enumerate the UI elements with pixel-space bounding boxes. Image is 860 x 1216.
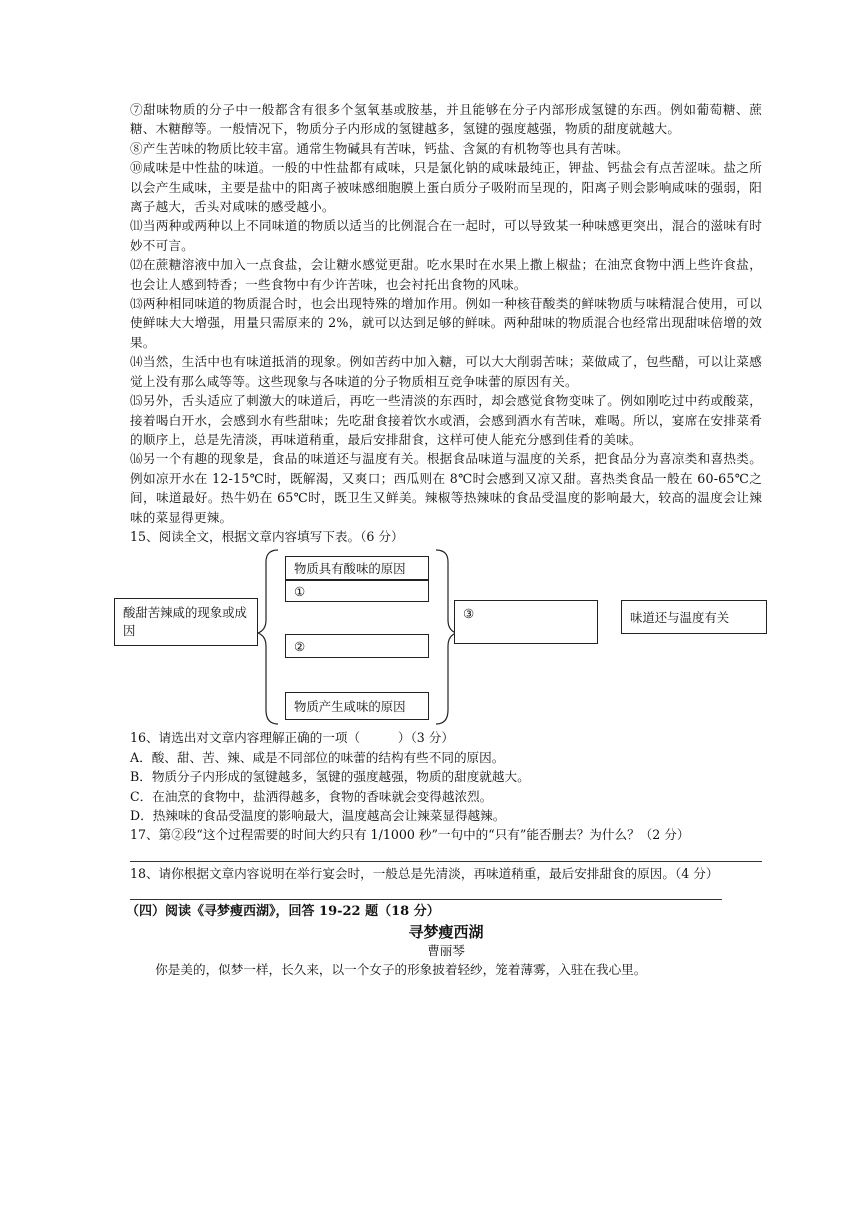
- diagram-blank-1-label: ①: [294, 584, 306, 600]
- question-15: 15、阅读全文，根据文章内容填写下表。（6 分）: [130, 528, 404, 544]
- answer-line-18[interactable]: [130, 899, 722, 900]
- diagram-top-box: [285, 556, 429, 580]
- diagram-left-label: 酸甜苦辣咸的现象或成因: [123, 605, 247, 639]
- right-brace: [434, 548, 456, 728]
- fill-in-diagram: [123, 548, 762, 728]
- question-17: 17、第②段“这个过程需要的时间大约只有 1/1000 秒”一句中的“只有”能否删去？为什么？（2 分）: [130, 827, 690, 843]
- paragraph-13: ⒀两种相同味道的物质混合时，也会出现特殊的增加作用。例如一种核苷酸类的鲜味物质与味精混合使用，可以使鲜味大大增强，用量只需原来的 2%，就可以达到足够的鲜味。两种甜味的物质混合也经常出现甜味倍增的效果。: [130, 296, 762, 350]
- passage: [130, 100, 762, 527]
- diagram-right-box: [621, 600, 767, 634]
- answer-line-17[interactable]: [130, 861, 762, 862]
- diagram-top-label: 物质具有酸味的原因: [294, 561, 406, 577]
- paragraph-16: ⒃另一个有趣的现象是，食品的味道还与温度有关。根据食品味道与温度的关系，把食品分为喜凉类和喜热类。例如凉开水在 12-15℃时，既解渴，又爽口；西瓜则在 8℃时会感到又凉又甜。喜热类食品一般在 60-65℃之间，味道最好。热牛奶在 65℃时，既卫生又鲜美。辣椒等热辣味的食品受温度的影响最大，较高的温度会让辣味的菜显得更辣。: [130, 451, 762, 525]
- article-title: 寻梦瘦西湖: [408, 923, 484, 942]
- paragraph-12: ⑿在蔗糖溶液中加入一点食盐，会让糖水感觉更甜。吃水果时在水果上撒上椒盐；在油烹食物中洒上些许食盐，也会让人感到特香；一些食物中有少许苦味，也会衬托出食物的风味。: [130, 257, 762, 292]
- diagram-blank-3-label: ③: [463, 606, 475, 622]
- question-16-option-b: B．物质分子内形成的氢键越多，氢键的强度越强，物质的甜度就越大。: [130, 769, 530, 785]
- left-brace: [258, 548, 280, 728]
- diagram-blank-3-box[interactable]: [454, 600, 598, 644]
- article-author: 曹丽琴: [427, 943, 465, 959]
- diagram-blank-1-box[interactable]: [285, 580, 429, 602]
- paragraph-7: ⑦甜味物质的分子中一般都含有很多个氢氧基或胺基，并且能够在分子内部形成氢键的东西。例如葡萄糖、蔗糖、木糖醇等。一般情况下，物质分子内形成的氢键越多，氢键的强度越强，物质的甜度就越大。: [130, 102, 762, 137]
- diagram-blank-2-box[interactable]: [285, 634, 429, 658]
- question-16-option-c: C．在油烹的食物中，盐洒得越多，食物的香味就会变得越浓烈。: [130, 788, 493, 804]
- section-4-heading: （四）阅读《寻梦瘦西湖》，回答 19-22 题（18 分）: [126, 904, 440, 920]
- diagram-left-box: [114, 598, 258, 646]
- diagram-blank-2-label: ②: [294, 639, 306, 655]
- document-page: [123, 100, 762, 980]
- paragraph-8: ⑧产生苦味的物质比较丰富。通常生物碱具有苦味，钙盐、含氮的有机物等也具有苦味。: [130, 140, 629, 156]
- paragraph-15: ⒂另外，舌头适应了刺激大的味道后，再吃一些清淡的东西时，却会感觉食物变味了。例如刚吃过中药或酸菜，接着喝白开水，会感到水有些甜味；先吃甜食接着饮水或酒，会感到酒水有苦味，难喝。所以，宴席在安排菜肴的顺序上，总是先清淡，再味道稍重，最后安排甜食，这样可使人能充分感到佳肴的美味。: [130, 393, 762, 447]
- paragraph-14: ⒁当然，生活中也有味道抵消的现象。例如苦药中加入糖，可以大大削弱苦味；菜做咸了，包些醋，可以让菜感觉上没有那么咸等等。这些现象与各味道的分子物质相互竞争味蕾的原因有关。: [130, 354, 762, 389]
- paragraph-11: ⑾当两种或两种以上不同味道的物质以适当的比例混合在一起时，可以导致某一种味感更突出，混合的滋味有时妙不可言。: [130, 218, 762, 253]
- article-first-line: 你是美的，似梦一样，长久来，以一个女子的形象披着轻纱，笼着薄雾，入驻在我心里。: [155, 962, 647, 978]
- paragraph-10: ⑩咸味是中性盐的味道。一般的中性盐都有咸味，只是氯化钠的咸味最纯正，钾盐、钙盐会有点苦涩味。盐之所以会产生咸味，主要是盐中的阳离子被味感细胞膜上蛋白质分子吸附而呈现的，阳离子则会影响咸味的强弱，阳离子越大，舌头对咸味的感受越小。: [130, 160, 762, 215]
- question-16-option-d: D．热辣味的食品受温度的影响最大，温度越高会让辣菜显得越辣。: [130, 807, 506, 823]
- diagram-bottom-label: 物质产生咸味的原因: [294, 699, 406, 715]
- question-16-stem: 16、请选出对文章内容理解正确的一项（ ）（3 分）: [130, 730, 454, 746]
- diagram-right-label: 味道还与温度有关: [630, 610, 730, 626]
- diagram-bottom-box: [285, 692, 429, 720]
- question-16-option-a: A．酸、甜、苦、辣、咸是不同部位的味蕾的结构有些不同的原因。: [130, 749, 505, 765]
- question-18: 18、请你根据文章内容说明在举行宴会时，一般总是先清淡，再味道稍重，最后安排甜食的原因。（4 分）: [130, 865, 719, 881]
